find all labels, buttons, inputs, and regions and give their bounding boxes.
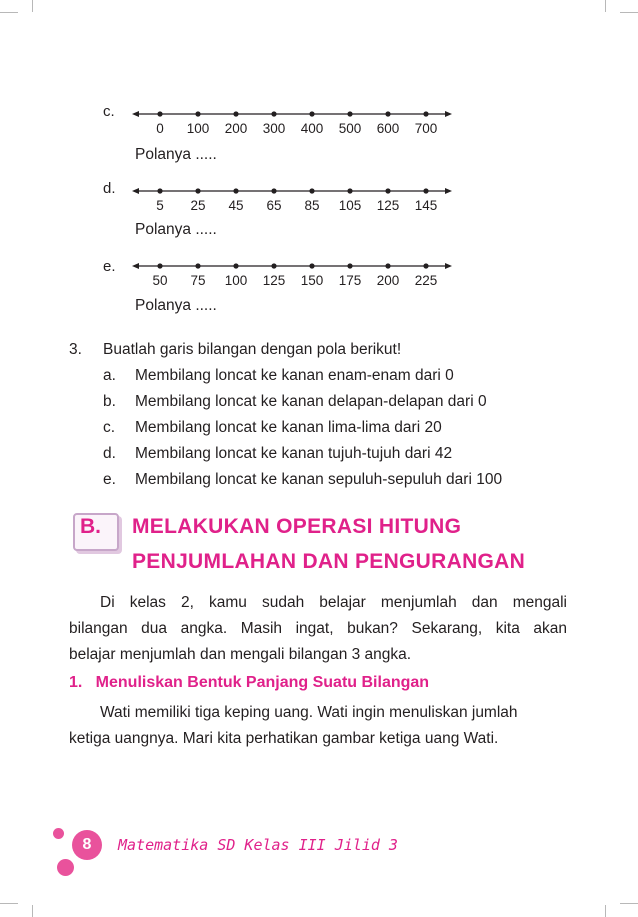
tick-dot: [385, 111, 390, 116]
number-line-letter: d.: [103, 180, 116, 197]
tick-dot: [309, 263, 314, 268]
number-line-d: [132, 185, 452, 197]
item-text: Membilang loncat ke kanan delapan-delapan dari 0: [135, 393, 487, 410]
tick-labels-d: [0, 198, 638, 216]
footer-circle-bottom: [57, 859, 74, 876]
tick-labels-c: [0, 121, 638, 139]
tick-dot: [233, 111, 238, 116]
tick-label: 65: [266, 198, 282, 213]
number-line-letter: e.: [103, 258, 116, 275]
pattern-blank: Polanya .....: [135, 297, 217, 314]
tick-dot: [385, 263, 390, 268]
tick-dot: [195, 111, 200, 116]
tick-label: 50: [152, 273, 168, 288]
tick-dot: [423, 263, 428, 268]
intro-line3: belajar menjumlah dan mengali bilangan 3 angka.: [69, 646, 412, 663]
tick-label: 100: [186, 121, 210, 136]
item-letter: c.: [103, 419, 116, 436]
arrow-right-icon: [445, 263, 452, 269]
arrow-right-icon: [445, 111, 452, 117]
intro-line2: bilangan dua angka. Masih ingat, bukan? Sekarang, kita akan: [69, 620, 567, 637]
section-title-line2: PENJUMLAHAN DAN PENGURANGAN: [132, 550, 526, 573]
tick-dot: [157, 111, 162, 116]
tick-dot: [195, 188, 200, 193]
tick-label: 500: [338, 121, 362, 136]
tick-label: 200: [376, 273, 400, 288]
section-letter: B.: [80, 515, 101, 538]
item-letter: b.: [103, 393, 116, 410]
tick-labels-e: [0, 273, 638, 291]
tick-dot: [347, 188, 352, 193]
item-letter: d.: [103, 445, 116, 462]
tick-dot: [423, 188, 428, 193]
tick-dot: [271, 263, 276, 268]
pattern-blank: Polanya .....: [135, 146, 217, 163]
tick-dot: [157, 188, 162, 193]
tick-label: 225: [414, 273, 438, 288]
tick-label: 5: [156, 198, 164, 213]
tick-dot: [385, 188, 390, 193]
tick-dot: [347, 111, 352, 116]
pattern-blank: Polanya .....: [135, 221, 217, 238]
item-text: Membilang loncat ke kanan tujuh-tujuh dari 42: [135, 445, 453, 462]
tick-dot: [195, 263, 200, 268]
tick-label: 100: [224, 273, 248, 288]
number-line-e: [132, 260, 452, 272]
tick-label: 125: [376, 198, 400, 213]
crop-mark: [605, 0, 606, 12]
crop-mark: [0, 903, 18, 904]
subsection-title: 1. Menuliskan Bentuk Panjang Suatu Bilangan: [69, 674, 430, 691]
tick-label: 105: [338, 198, 362, 213]
crop-mark: [0, 12, 18, 13]
tick-label: 145: [414, 198, 438, 213]
crop-mark: [32, 0, 33, 12]
question-number: 3.: [69, 341, 82, 358]
tick-label: 300: [262, 121, 286, 136]
crop-mark: [605, 905, 606, 917]
tick-label: 700: [414, 121, 438, 136]
tick-dot: [271, 188, 276, 193]
footer-circle-small: [53, 828, 64, 839]
arrow-right-icon: [445, 188, 452, 194]
tick-dot: [309, 111, 314, 116]
tick-label: 75: [190, 273, 206, 288]
tick-dot: [271, 111, 276, 116]
crop-mark: [620, 903, 638, 904]
tick-label: 400: [300, 121, 324, 136]
subsection-line2: ketiga uangnya. Mari kita perhatikan gambar ketiga uang Wati.: [69, 730, 499, 747]
tick-label: 45: [228, 198, 244, 213]
item-text: Membilang loncat ke kanan sepuluh-sepuluh dari 100: [135, 471, 503, 488]
tick-label: 200: [224, 121, 248, 136]
question-text: Buatlah garis bilangan dengan pola berikut!: [103, 341, 402, 358]
tick-dot: [157, 263, 162, 268]
tick-dot: [233, 188, 238, 193]
arrow-left-icon: [132, 111, 139, 117]
tick-label: 25: [190, 198, 206, 213]
tick-label: 85: [304, 198, 320, 213]
tick-label: 175: [338, 273, 362, 288]
item-letter: a.: [103, 367, 116, 384]
tick-label: 150: [300, 273, 324, 288]
item-text: Membilang loncat ke kanan enam-enam dari 0: [135, 367, 454, 384]
item-letter: e.: [103, 471, 116, 488]
tick-dot: [423, 111, 428, 116]
item-text: Membilang loncat ke kanan lima-lima dari 20: [135, 419, 442, 436]
subsection-line1: Wati memiliki tiga keping uang. Wati ingin menuliskan jumlah: [100, 704, 518, 721]
arrow-left-icon: [132, 188, 139, 194]
number-line-c: [132, 108, 452, 120]
crop-mark: [620, 12, 638, 13]
number-line-letter: c.: [103, 103, 115, 120]
tick-dot: [309, 188, 314, 193]
section-title-line1: MELAKUKAN OPERASI HITUNG: [132, 515, 462, 538]
tick-label: 125: [262, 273, 286, 288]
tick-dot: [233, 263, 238, 268]
intro-line1: Di kelas 2, kamu sudah belajar menjumlah dan mengali: [100, 594, 567, 611]
arrow-left-icon: [132, 263, 139, 269]
crop-mark: [32, 905, 33, 917]
tick-label: 600: [376, 121, 400, 136]
book-title: Matematika SD Kelas III Jilid 3: [118, 836, 398, 854]
tick-label: 0: [156, 121, 164, 136]
tick-dot: [347, 263, 352, 268]
page-number: 8: [82, 836, 92, 853]
